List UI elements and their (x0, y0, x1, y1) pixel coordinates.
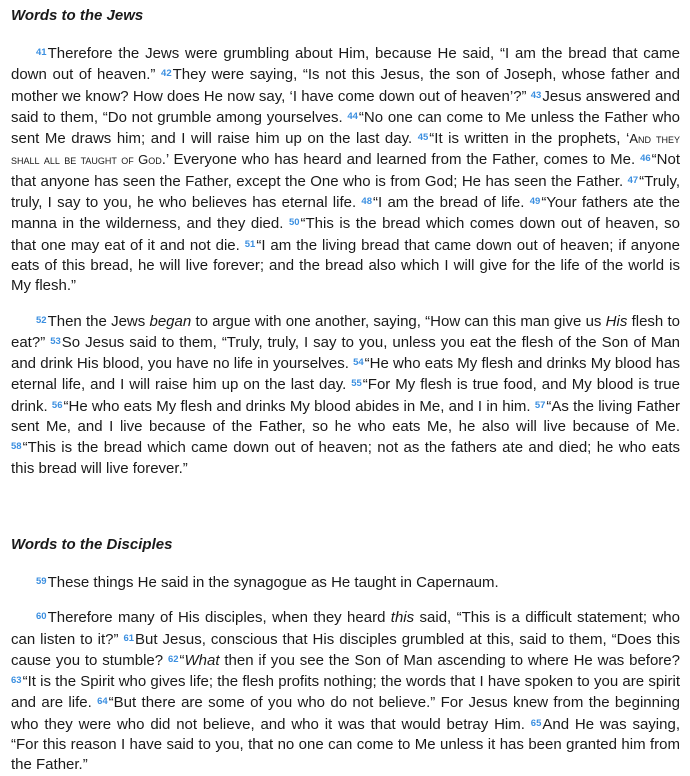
spacer (11, 25, 680, 43)
paragraph (11, 311, 680, 479)
verse-text: “It is written in the prophets, ‘ (429, 130, 630, 148)
verse-text: Jesus answered and said to them, “Do not grumble among yourselves. (11, 87, 680, 126)
verse-text: “I am the bread of life. (373, 194, 530, 212)
italic-text: His (605, 312, 628, 330)
section-heading: Words to the Jews (11, 7, 144, 24)
verse-number[interactable]: 50 (288, 217, 300, 229)
verse-number[interactable]: 53 (50, 335, 61, 347)
verse-number[interactable]: 54 (353, 357, 364, 369)
verse-number[interactable]: 47 (627, 174, 639, 186)
verse-number[interactable]: 46 (640, 153, 651, 165)
verse-text: These things He said in the synagogue as He taught in Capernaum. (47, 573, 499, 591)
paragraph (11, 572, 680, 593)
verse-text: “But there are some of you who do not believe.” For Jesus knew from the beginning who they were who did not believe, and who it was that would betray Him. (11, 694, 680, 733)
verse-text: “No one can come to Me unless the Father who sent Me draws him; and I will raise him up on the last day. (11, 108, 680, 148)
verse-text: But Jesus, conscious that His disciples grumbled at this, said to them, “Does this cause you to stumble? (11, 630, 681, 669)
verse-number[interactable]: 55 (351, 378, 362, 390)
paragraph (11, 607, 680, 775)
verse-number[interactable]: 59 (36, 575, 47, 587)
verse-text: to argue with one another, saying, “How can this man give us (191, 312, 606, 330)
verse-number[interactable]: 45 (417, 132, 429, 144)
spacer (11, 297, 680, 311)
verse-text: “Truly, truly, I say to you, he who believes has eternal life. (11, 172, 680, 212)
verse-text: .’ Everyone who has heard and learned from the Father, comes to Me. (161, 151, 641, 169)
verse-number[interactable]: 49 (529, 196, 541, 208)
verse-text: said, “This is a difficult statement; who can listen to it?” (11, 609, 680, 648)
verse-text: Therefore the Jews were grumbling about Him, because He said, “I am the bread that came down out of heaven.” (11, 45, 680, 84)
verse-text: “This is the bread which comes down out of heaven, so that one may eat of it and not die. (11, 215, 681, 254)
verse-number[interactable]: 43 (530, 89, 542, 101)
verse-number[interactable]: 44 (347, 110, 358, 122)
verse-text: flesh to eat?” (11, 312, 681, 351)
verse-number[interactable]: 56 (51, 399, 63, 411)
verse-number[interactable]: 60 (36, 611, 47, 623)
verse-text: “This is the bread which came down out of heaven; not as the fathers ate and died; he who eats this bread will live forever.” (11, 439, 680, 477)
verse-text: Then the Jews (47, 312, 150, 330)
verse-number[interactable]: 41 (36, 47, 47, 58)
paragraph (11, 43, 680, 297)
italic-text: began (149, 312, 192, 330)
verse-text: “Not that anyone has seen the Father, except the One who is from God; He has seen the Father. (11, 151, 680, 190)
verse-text: And He was saying, “For this reason I have said to you, that no one can come to Me unless it has been granted him from the Father.” (11, 715, 680, 774)
verse-number[interactable]: 48 (361, 196, 372, 208)
verse-number[interactable]: 52 (36, 314, 47, 326)
verse-number[interactable]: 63 (11, 675, 22, 687)
verse-text: “He who eats My flesh and drinks My blood has eternal life, and I will raise him up on the last day. (11, 355, 680, 394)
italic-text: this (390, 609, 415, 627)
section-heading: Words to the Disciples (11, 535, 173, 553)
spacer (11, 479, 680, 536)
verse-text: “I am the living bread that came down out of heaven; if anyone eats of this bread, he will live forever; and the bread also which I will give for the life of the world is My flesh.” (11, 236, 680, 295)
verse-text: So Jesus said to them, “Truly, truly, I say to you, unless you eat the flesh of the Son of Man and drink His blood, you have no life in yourselves. (11, 333, 680, 373)
verse-number[interactable]: 51 (244, 238, 256, 250)
verse-number[interactable]: 42 (161, 68, 172, 80)
verse-text: “For My flesh is true food, and My blood is true drink. (11, 376, 680, 415)
spacer (11, 554, 680, 572)
verse-text: then if you see the Son of Man ascending to where He was before? (219, 651, 680, 669)
spacer (11, 593, 680, 607)
verse-text: Therefore many of His disciples, when they heard (47, 609, 391, 627)
verse-number[interactable]: 62 (167, 653, 179, 665)
verse-number[interactable]: 64 (97, 696, 108, 708)
old-testament-quote: And they shall all be taught of God (11, 131, 680, 168)
verse-text: “It is the Spirit who gives life; the flesh profits nothing; the words that I have spoken to you are spirit and are life. (11, 673, 680, 712)
verse-text: “He who eats My flesh and drinks My blood abides in Me, and I in him. (63, 397, 535, 415)
verse-text: They were saying, “Is not this Jesus, the son of Joseph, whose father and mother we know? How does He now say, ‘I have come down out of heaven’?” (11, 66, 680, 105)
verse-number[interactable]: 61 (123, 632, 135, 644)
verse-text: “ (179, 651, 185, 669)
verse-number[interactable]: 65 (530, 717, 542, 729)
verse-number[interactable]: 57 (534, 399, 546, 411)
verse-number[interactable]: 58 (11, 441, 22, 453)
verse-text: “As the living Father sent Me, and I live because of the Father, so he who eats Me, he also will live because of Me. (11, 397, 680, 436)
italic-text: What (184, 651, 220, 669)
verse-text: “Your fathers ate the manna in the wilderness, and they died. (11, 194, 681, 233)
